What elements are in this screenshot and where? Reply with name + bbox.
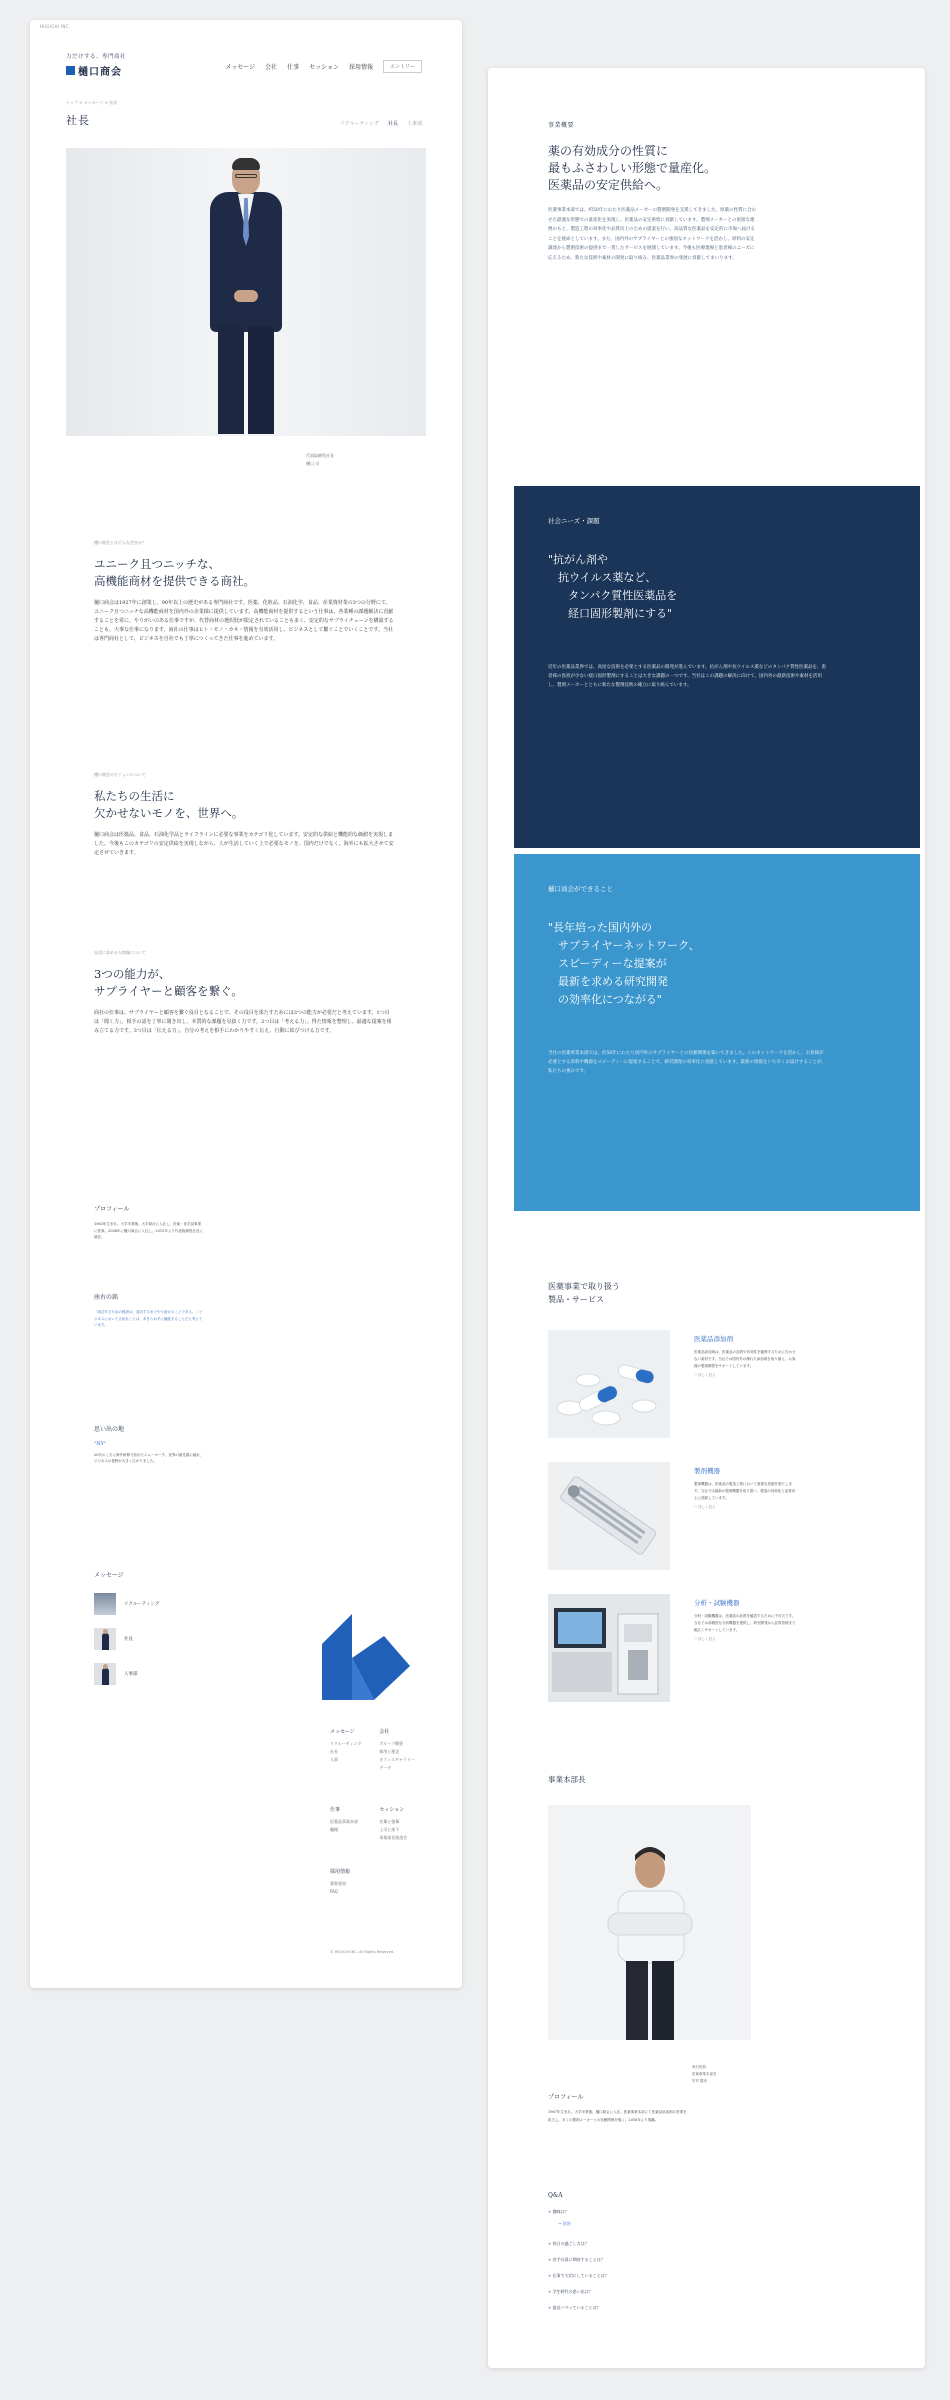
division-head-profile bbox=[548, 2092, 688, 2124]
footer-nav-3 bbox=[330, 1868, 450, 1896]
product-body: 製剤機器は、医薬品の製造工程において重要な役割を果たします。当社では最新の製剤機器を取り扱い、製造の効率化と品質向上に貢献しています。 bbox=[694, 1482, 796, 1500]
products-section bbox=[548, 1280, 868, 1726]
capabilities-band bbox=[514, 854, 920, 1211]
memory-heading: 思い出の地 bbox=[94, 1426, 125, 1433]
nav-item-company[interactable]: 会社 bbox=[265, 64, 278, 71]
product-body: 分析・試験機器は、医薬品の品質を確認するために不可欠です。当社では高精度な分析機器を提供し、研究開発から品質管理まで幅広くサポートしています。 bbox=[694, 1614, 796, 1632]
division-head-photo bbox=[548, 1805, 751, 2040]
footer-link[interactable]: 上司と部下 bbox=[379, 1827, 400, 1832]
thumbnail bbox=[94, 1663, 116, 1685]
division-head-caption: 執行役員 医薬事業本部長 竹村 勝彦 bbox=[692, 2065, 717, 2083]
profile-body: 1967年生まれ。大学卒業後、樋口商会に入社。医薬事業本部にて医薬品添加剤の営業を担当し、多くの製剤メーカーとの信頼関係を築く。2016年より現職。 bbox=[548, 2110, 687, 2122]
product-title: 製剤機器 bbox=[694, 1467, 720, 1475]
section-label: 樋口商会とはどんな会社か？ bbox=[94, 540, 146, 545]
band-body: 近年の医薬品業界では、高度な技術を必要とする医薬品の開発が進んでいます。抗がん剤や抗ウイルス薬などのタンパク質性医薬品を、患者様の負担が少ない経口固形製剤にすることは大きな課題の一つです。当社はこの課題の解決に向けて、国内外の最新技術や素材を活用し、製剤メーカーとともに新たな製剤技術の確立に取り組んでいます。 bbox=[548, 665, 827, 688]
nav-item-recruit[interactable]: 採用情報 bbox=[348, 64, 373, 71]
logo-mark-icon bbox=[66, 66, 75, 75]
product-card-excipients[interactable] bbox=[548, 1330, 868, 1462]
footer-link[interactable]: 採用と理念 bbox=[379, 1749, 400, 1754]
entry-button[interactable]: エントリー bbox=[383, 60, 422, 73]
nav-item-message[interactable]: メッセージ bbox=[225, 64, 256, 71]
social-needs-band bbox=[514, 486, 920, 848]
footer-link[interactable]: オフィスギャラリー bbox=[379, 1757, 415, 1762]
product-card-analysis[interactable] bbox=[548, 1594, 868, 1726]
section-persona bbox=[94, 950, 394, 1036]
right-page bbox=[488, 68, 925, 2368]
footer-link[interactable]: 先輩と後輩 bbox=[379, 1819, 400, 1824]
message-heading: メッセージ bbox=[94, 1572, 124, 1579]
footer-heading: メッセージ bbox=[330, 1729, 355, 1735]
message-link-president[interactable]: 社長 bbox=[94, 1628, 159, 1650]
memory-title: "NY" bbox=[94, 1441, 107, 1447]
breadcrumb: トップ > メッセージ > 社長 bbox=[66, 100, 118, 105]
section-body: 樋口商会は1927年に創業し、90年以上の歴史がある専門商社です。医薬、化粧品、石油化学、食品、産業資材業の3つの分野にて、ユニーク且つニッチな高機能商材を国内外の企業様に提供しています。高機能商材を提供するという仕事は、各業種の課題解決に貢献することを常に、やりがいのある仕事ですが、代替商材の選択肢が限定されていることも多く、安定的なサプライチェーンを構築することも、大事な仕事になります。商社の仕事はヒト・モノ・カネ・情報を有効活用し、ビジネスとして繋ぐことでいくことです。当社は専門商社として、ビジネスを自社でも丁寧につくってきた仕事を進めています。 bbox=[94, 600, 394, 642]
product-body: 医薬品添加剤は、医薬品の品質や有効性を確保するために欠かせない素材です。当社では国内外の優れた添加剤を取り揃え、お客様の製剤開発をサポートしています。 bbox=[694, 1350, 796, 1368]
footer-heading: 仕事 bbox=[330, 1807, 341, 1813]
profile-block bbox=[94, 1204, 204, 1241]
qa-question[interactable]: + 学生時代の思い出は？ bbox=[548, 2289, 593, 2294]
nav-item-session[interactable]: セッション bbox=[309, 64, 339, 71]
products-heading: 医薬事業で取り扱う 製品・サービス bbox=[548, 1282, 620, 1304]
president-name: 樋口 司 bbox=[306, 461, 320, 466]
footer-heading: 採用情報 bbox=[330, 1869, 351, 1875]
footer-link[interactable]: 社長 bbox=[330, 1749, 338, 1754]
motto-heading: 座右の銘 bbox=[94, 1294, 119, 1301]
page-title: 社長 bbox=[66, 114, 90, 127]
tab-recruiting[interactable]: リクルーティング bbox=[339, 121, 379, 127]
equipment-image bbox=[548, 1462, 670, 1570]
section-heading: 薬の有効成分の性質に 最もふさわしい形態で量産化。 医薬品の安定供給へ。 bbox=[548, 144, 717, 192]
qa-heading: Q&A bbox=[548, 2192, 563, 2199]
product-title: 医薬品添加剤 bbox=[694, 1335, 733, 1343]
division-head-heading: 事業本部長 bbox=[548, 1775, 586, 1784]
site-logo[interactable] bbox=[66, 52, 126, 78]
section-heading: 私たちの生活に 欠かせないモノを、世界へ。 bbox=[94, 789, 244, 820]
footer-heading: 会社 bbox=[379, 1729, 390, 1735]
footer-link[interactable]: 職種 bbox=[330, 1827, 338, 1832]
tab-president[interactable]: 社長 bbox=[387, 121, 398, 127]
footer-link[interactable]: 人事 bbox=[330, 1757, 338, 1762]
product-more-link[interactable]: → 詳しく見る bbox=[694, 1637, 716, 1641]
section-body: 樋口商会は医薬品、食品、石油化学品とライフラインに必要な事業をカテゴリ化しています。安定的な供給と機能的な価値を実現しました。今後もこのカテゴリの安定供給を実現しながら、人が生活していく上で必要なモノを、国内だけでなく、海外にも拡大させて安定させていきます。 bbox=[94, 832, 394, 856]
footer-link[interactable]: 医薬品事業本部 bbox=[330, 1819, 358, 1824]
logo-name: 樋口商会 bbox=[78, 67, 122, 78]
footer-link[interactable]: データ bbox=[379, 1765, 392, 1770]
section-heading: 3つの能力が、 サプライヤーと顧客を繋ぐ。 bbox=[94, 967, 243, 998]
division-head-section bbox=[548, 1774, 788, 2083]
footer-nav-2 bbox=[330, 1806, 450, 1842]
profile-body: 1963年生まれ。大学卒業後、大手商社に入社し、医薬・化学品事業に従事。2004年に樋口商会に入社し、2015年より代表取締役社長に就任。 bbox=[94, 1222, 203, 1239]
band-label: 樋口商会ができること bbox=[548, 885, 613, 893]
footer-link[interactable]: 事業部長座談会 bbox=[379, 1835, 408, 1840]
qa-question[interactable]: + 仕事で大切にしていることは？ bbox=[548, 2273, 609, 2278]
nav-item-work[interactable]: 仕事 bbox=[287, 64, 300, 71]
qa-question[interactable]: + 若手社員に期待することは？ bbox=[548, 2257, 605, 2262]
footer-link[interactable]: FAQ bbox=[330, 1889, 338, 1894]
band-label: 社会ニーズ・課題 bbox=[548, 517, 600, 525]
president-caption bbox=[306, 452, 334, 468]
product-card-equipment[interactable] bbox=[548, 1462, 868, 1594]
tab-hr[interactable]: 人事部 bbox=[406, 121, 422, 127]
lab-equipment-image bbox=[548, 1594, 670, 1702]
profile-heading: プロフィール bbox=[94, 1206, 130, 1213]
footer-nav-1 bbox=[330, 1728, 450, 1772]
footer-link[interactable]: グループ概要 bbox=[379, 1741, 403, 1746]
section-label: 事業概要 bbox=[548, 122, 575, 129]
section-company bbox=[94, 540, 394, 644]
section-label: 樋口商会のビジョンについて bbox=[94, 772, 146, 777]
section-body: 医薬事業本部では、約50年にわたり医薬品メーカーの製剤開発を支援してきました。原薬の性質に合わせた最適な形態での量産化を実現し、医薬品の安定供給に貢献しています。製剤メーカーとの密接な連携のもと、製造工程の効率化や品質向上のための提案を行い、高品質な医薬品を安定的に市場へ届けることを使命としています。また、国内外のサプライヤーとの強固なネットワークを活かし、原料の安定調達から製剤技術の提供まで一貫したサービスを展開しています。今後も医療現場と患者様のニーズに応えるため、新たな技術や素材の開発に取り組み、医薬品業界の発展に貢献してまいります。 bbox=[548, 208, 757, 261]
president-role: 代表取締役社長 bbox=[306, 453, 334, 458]
qa-question[interactable]: + 休日の過ごし方は？ bbox=[548, 2241, 589, 2246]
site-topline: HIGUCHI INC. bbox=[40, 24, 71, 29]
copyright: © HIGUCHI INC. All Rights Reserved. bbox=[330, 1950, 395, 1954]
president-photo bbox=[66, 148, 426, 436]
section-business-overview bbox=[548, 120, 758, 263]
global-nav bbox=[225, 60, 422, 73]
footer-heading: セッション bbox=[379, 1807, 405, 1813]
section-label: 社員に求める人物像について bbox=[94, 950, 146, 955]
motto-body: 「成功するための秘訣は、成功するまでやり続けることである。」ビジネスにおいて大切なことは、あきらめずに継続することだと考えています。 bbox=[94, 1310, 203, 1327]
product-more-link[interactable]: → 詳しく見る bbox=[694, 1505, 716, 1509]
message-links bbox=[94, 1570, 159, 1698]
motto-block bbox=[94, 1292, 204, 1329]
band-body: 当社の医薬事業本部では、約50年にわたり国内外のサプライヤーとの信頼関係を築いてきました。このネットワークを活かし、お客様が必要とする原料や機器をスピーディーに提案することで、研究開発の効率化に貢献しています。最新の情報をいち早くお届けすることが、私たちの強みです。 bbox=[548, 1051, 827, 1074]
product-more-link[interactable]: → 詳しく見る bbox=[694, 1373, 716, 1377]
band-quote: "抗がん剤や 抗ウイルス薬など、 タンパク質性医薬品を 経口固形製剤にする" bbox=[548, 553, 678, 620]
band-quote: "長年培った国内外の サプライヤーネットワーク、 スピーディーな提案が 最新を求める研究開発 の効率化につながる" bbox=[548, 921, 700, 1006]
memory-block bbox=[94, 1424, 204, 1465]
product-title: 分析・試験機器 bbox=[694, 1599, 740, 1607]
logo-tagline: 力だけする、専門商社 bbox=[66, 54, 127, 60]
message-link-recruiting[interactable]: リクルーティング bbox=[94, 1593, 159, 1615]
footer-link[interactable]: 募集要項 bbox=[330, 1881, 346, 1886]
qa-question[interactable]: + 趣味は？ bbox=[548, 2209, 569, 2214]
thumbnail bbox=[94, 1593, 116, 1615]
qa-section bbox=[548, 2192, 748, 2321]
memory-body: 20代のころに海外研修で訪れたニューヨーク。世界の最先端に触れ、ビジネスの視野が大きく広がりました。 bbox=[94, 1452, 204, 1463]
sub-tabs bbox=[340, 120, 422, 127]
capsules-image bbox=[548, 1330, 670, 1438]
section-vision bbox=[94, 772, 394, 858]
left-page bbox=[30, 20, 462, 1988]
profile-heading: プロフィール bbox=[548, 2094, 584, 2101]
thumbnail bbox=[94, 1628, 116, 1650]
section-body: 商社の仕事は、サプライヤーと顧客を繋ぐ役目となることで、その役目を果たすためには3つの能力が必要だと考えています。1つ目は「聞く力」。相手の話を丁寧に聞き出し、本質的な課題を見抜く力です。2つ目は「考える力」。得た情報を整理し、最適な提案を組み立てる力です。3つ目は「伝える力」。自分の考えを相手にわかりやすく伝え、行動に結びつける力です。 bbox=[94, 1010, 392, 1034]
qa-question[interactable]: + 最近ハマっていることは？ bbox=[548, 2305, 601, 2310]
message-link-hr[interactable]: 人事部 bbox=[94, 1663, 159, 1685]
footer-link[interactable]: リクルーティング bbox=[330, 1741, 362, 1746]
qa-answer: → 回答 bbox=[558, 2221, 571, 2226]
section-heading: ユニーク且つニッチな、 高機能商材を提供できる商社。 bbox=[94, 557, 255, 588]
brand-k-logo bbox=[322, 1614, 412, 1700]
